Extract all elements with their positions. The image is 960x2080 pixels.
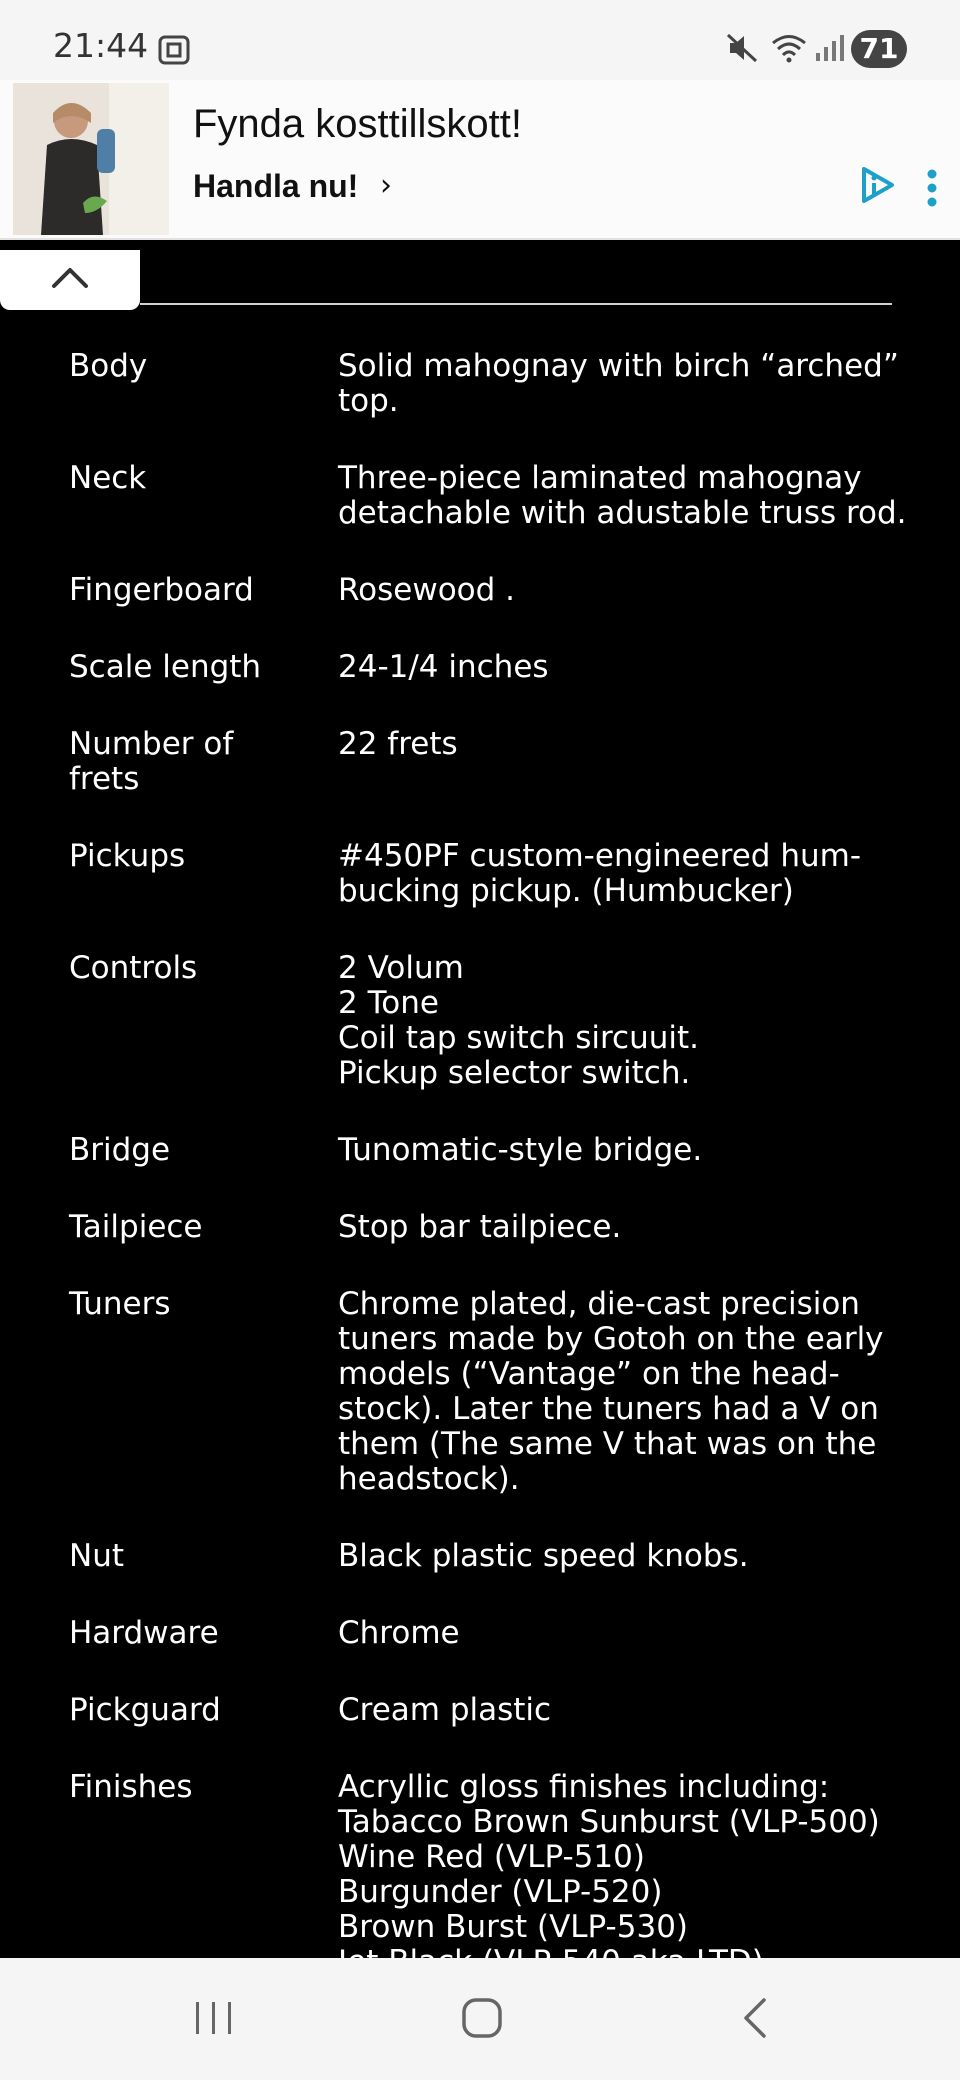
back-icon[interactable] bbox=[738, 1996, 774, 2040]
ad-cta-link[interactable]: Handla nu! bbox=[193, 168, 359, 204]
navigation-bar bbox=[0, 1958, 960, 2080]
spec-value: Cream plastic bbox=[338, 1692, 552, 1728]
screenshot-icon bbox=[158, 35, 190, 65]
table-row bbox=[69, 1210, 909, 1245]
table-row bbox=[69, 1133, 909, 1168]
ad-banner[interactable] bbox=[0, 80, 960, 240]
chevron-right-icon[interactable]: › bbox=[380, 168, 392, 203]
spec-label: Number of frets bbox=[69, 726, 234, 797]
spec-label: Body bbox=[69, 348, 148, 384]
spec-label: Pickguard bbox=[69, 1692, 221, 1728]
table-row bbox=[69, 1693, 909, 1728]
recents-icon[interactable] bbox=[192, 1996, 236, 2040]
spec-label: Nut bbox=[69, 1538, 124, 1574]
spec-value: Chrome plated, die-cast precision tuners made by Gotoh on the early models (“Vantage” on the head- stock). Later the tuners had a V on them (The same V that was on the headstock). bbox=[338, 1286, 884, 1497]
spec-label: Tuners bbox=[69, 1286, 171, 1322]
spec-value: Rosewood . bbox=[338, 572, 516, 608]
spec-value: Solid mahognay with birch “arched” top. bbox=[338, 348, 899, 419]
spec-value: Acryllic gloss finishes including: Tabacco Brown Sunburst (VLP-500) Wine Red (VLP-510) Burgunder (VLP-520) Brown Burst (VLP-530) bbox=[338, 1769, 880, 1945]
spec-label: Hardware bbox=[69, 1615, 219, 1651]
divider bbox=[140, 303, 892, 305]
spec-label: Pickups bbox=[69, 838, 186, 874]
spec-label: Finishes bbox=[69, 1769, 193, 1805]
table-row bbox=[69, 1770, 909, 1980]
table-row bbox=[69, 461, 909, 531]
collapse-ad-button[interactable] bbox=[0, 250, 140, 310]
table-row bbox=[69, 1287, 909, 1497]
spec-label: Fingerboard bbox=[69, 572, 254, 608]
wifi-icon bbox=[770, 33, 808, 63]
home-icon[interactable] bbox=[460, 1996, 504, 2040]
spec-value: Chrome bbox=[338, 1615, 460, 1651]
table-row bbox=[69, 1616, 909, 1651]
spec-value: Stop bar tailpiece. bbox=[338, 1209, 622, 1245]
spec-value: Three-piece laminated mahognay detachable with adustable truss rod. bbox=[338, 460, 907, 531]
table-row bbox=[69, 727, 909, 797]
table-row bbox=[69, 573, 909, 608]
spec-value: #450PF custom-engineered hum- bucking pickup. (Humbucker) bbox=[338, 838, 862, 909]
spec-label: Scale length bbox=[69, 649, 262, 685]
spec-value: 24-1/4 inches bbox=[338, 649, 549, 685]
mute-icon bbox=[726, 33, 760, 63]
spec-label: Controls bbox=[69, 950, 198, 986]
spec-label: Bridge bbox=[69, 1132, 171, 1168]
table-row bbox=[69, 1539, 909, 1574]
spec-value: 2 Volum 2 Tone Coil tap switch sircuuit. Pickup selector switch. bbox=[338, 950, 699, 1091]
spec-value: 22 frets bbox=[338, 726, 458, 762]
spec-label: Tailpiece bbox=[69, 1209, 203, 1245]
status-bar bbox=[0, 0, 960, 80]
spec-content bbox=[0, 252, 960, 1958]
spec-value: Tunomatic-style bridge. bbox=[338, 1132, 703, 1168]
ad-title[interactable]: Fynda kosttillskott! bbox=[193, 102, 523, 146]
spec-label: Neck bbox=[69, 460, 147, 496]
ad-image[interactable] bbox=[13, 83, 169, 235]
spec-value: Black plastic speed knobs. bbox=[338, 1538, 749, 1574]
table-row bbox=[69, 650, 909, 685]
signal-icon bbox=[814, 33, 844, 63]
table-row bbox=[69, 839, 909, 909]
table-row bbox=[69, 349, 909, 419]
chevron-up-icon bbox=[50, 264, 90, 290]
ad-choices-icon[interactable] bbox=[858, 165, 898, 205]
battery-badge: 71 bbox=[851, 30, 907, 68]
specs-table bbox=[69, 349, 909, 2022]
more-vertical-icon[interactable] bbox=[925, 168, 939, 208]
table-row bbox=[69, 951, 909, 1091]
status-time: 21:44 bbox=[53, 26, 149, 65]
